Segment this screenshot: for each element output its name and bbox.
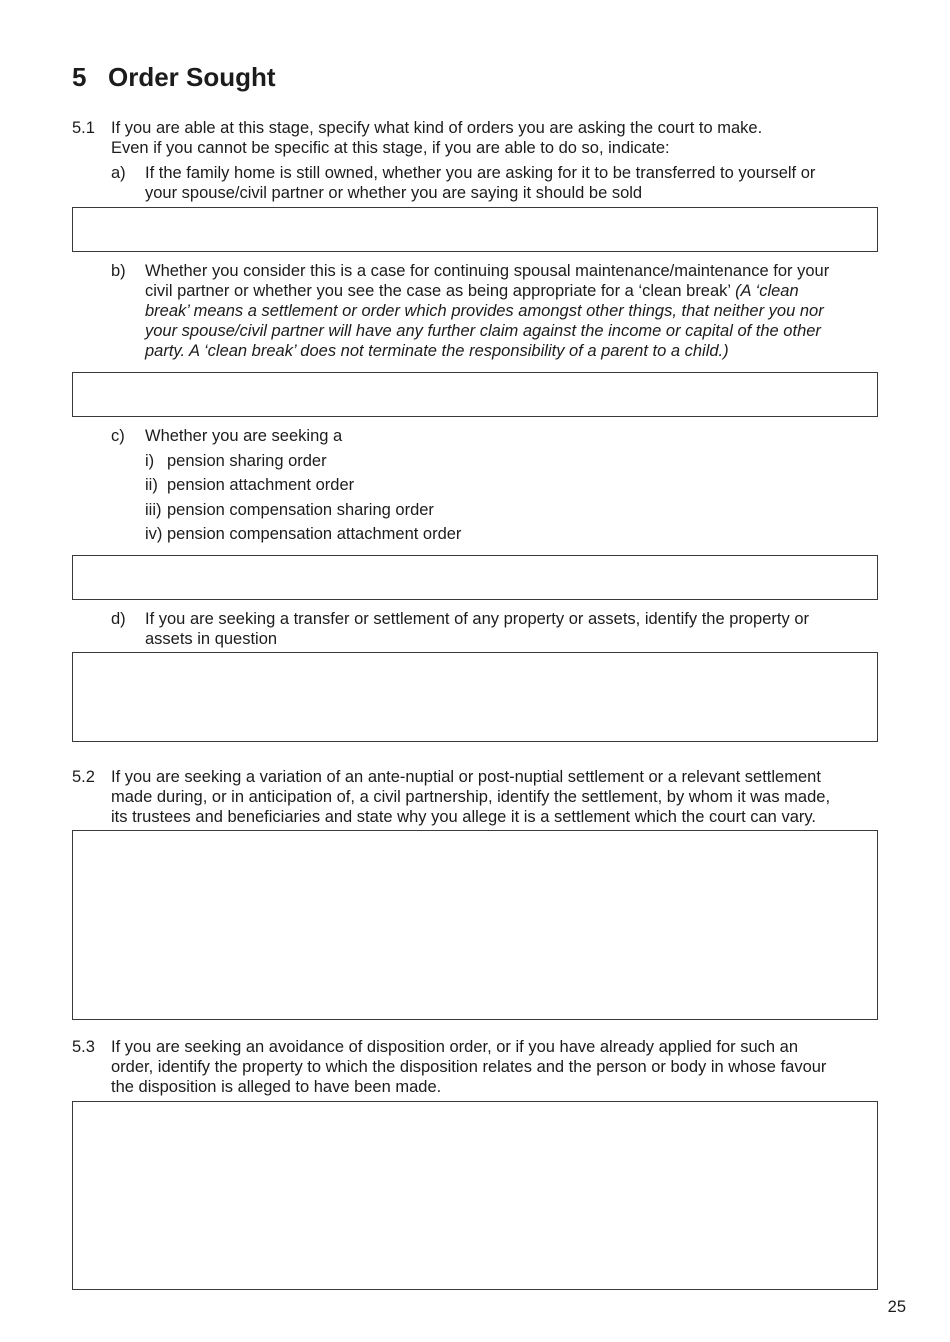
question-5-3-line-2: order, identify the property to which the disposition relates and the person or body in whose favour: [111, 1058, 827, 1076]
question-5-1-line-2: Even if you cannot be specific at this stage, if you are able to do so, indicate:: [111, 139, 670, 157]
option-iii-text: pension compensation sharing order: [167, 501, 434, 519]
item-a-line-1: If the family home is still owned, whether you are asking for it to be transferred to yourself or: [145, 164, 816, 182]
item-d-line-2: assets in question: [145, 630, 278, 648]
option-iv-text: pension compensation attachment order: [167, 525, 462, 543]
option-ii: [145, 475, 354, 495]
item-b-line-3-text: break’ means a settlement or order which provides amongst other things, that neither you nor: [145, 302, 824, 320]
section-title: Order Sought: [108, 62, 276, 92]
item-c-label: c): [111, 427, 125, 445]
item-a-label: a): [111, 164, 126, 182]
question-number-5-2: 5.2: [72, 768, 95, 786]
answer-box-a[interactable]: [72, 207, 878, 252]
item-a-line-2: your spouse/civil partner or whether you are saying it should be sold: [145, 184, 643, 202]
item-b-line-5-text: party. A ‘clean break’ does not terminate the responsibility of a parent to a child.): [145, 342, 729, 360]
page-number: 25: [887, 1298, 906, 1316]
option-iii-number: iii): [145, 501, 162, 519]
option-ii-number: ii): [145, 476, 158, 494]
option-ii-text: pension attachment order: [167, 476, 355, 494]
item-b-line-2-plain: civil partner or whether you see the case as being appropriate for a ‘clean break’: [145, 282, 736, 300]
question-number-5-3: 5.3: [72, 1038, 95, 1056]
answer-box-b[interactable]: [72, 372, 878, 417]
item-c-intro: Whether you are seeking a: [145, 427, 343, 445]
item-b-line-1: Whether you consider this is a case for continuing spousal maintenance/maintenance for your: [145, 262, 830, 280]
option-iii: [145, 500, 434, 520]
option-iv-number: iv): [145, 525, 163, 543]
section-number: 5: [72, 62, 87, 92]
item-b-line-4: [145, 321, 880, 341]
question-5-2-line-1: If you are seeking a variation of an ante-nuptial or post-nuptial settlement or a relevant settlement: [111, 768, 821, 786]
answer-box-5-3[interactable]: [72, 1101, 878, 1290]
section-heading: [72, 60, 276, 94]
item-b-line-2-italic: (A ‘clean: [735, 282, 799, 300]
option-i-text: pension sharing order: [167, 452, 327, 470]
item-d-line-1: If you are seeking a transfer or settlement of any property or assets, identify the property or: [145, 610, 809, 628]
item-b-line-3: [145, 301, 880, 321]
question-5-3-line-1: If you are seeking an avoidance of disposition order, or if you have already applied for such an: [111, 1038, 799, 1056]
option-i: [145, 451, 327, 471]
item-d-label: d): [111, 610, 126, 628]
question-5-2-line-2: made during, or in anticipation of, a civil partnership, identify the settlement, by whom it was made,: [111, 788, 831, 806]
item-b-line-4-text: your spouse/civil partner will have any further claim against the income or capital of the other: [145, 322, 821, 340]
option-iv: [145, 524, 461, 544]
question-5-2-line-3: its trustees and beneficiaries and state why you allege it is a settlement which the court can vary.: [111, 808, 816, 826]
question-5-3-line-3: the disposition is alleged to have been made.: [111, 1078, 442, 1096]
item-b-label: b): [111, 262, 126, 280]
answer-box-d[interactable]: [72, 652, 878, 742]
item-b-line-2: [145, 281, 880, 301]
item-b-line-5: [145, 341, 880, 361]
option-i-number: i): [145, 452, 155, 470]
question-number-5-1: 5.1: [72, 119, 95, 137]
question-5-1-line-1: If you are able at this stage, specify what kind of orders you are asking the court to make.: [111, 119, 763, 137]
answer-box-5-2[interactable]: [72, 830, 878, 1020]
answer-box-c[interactable]: [72, 555, 878, 600]
